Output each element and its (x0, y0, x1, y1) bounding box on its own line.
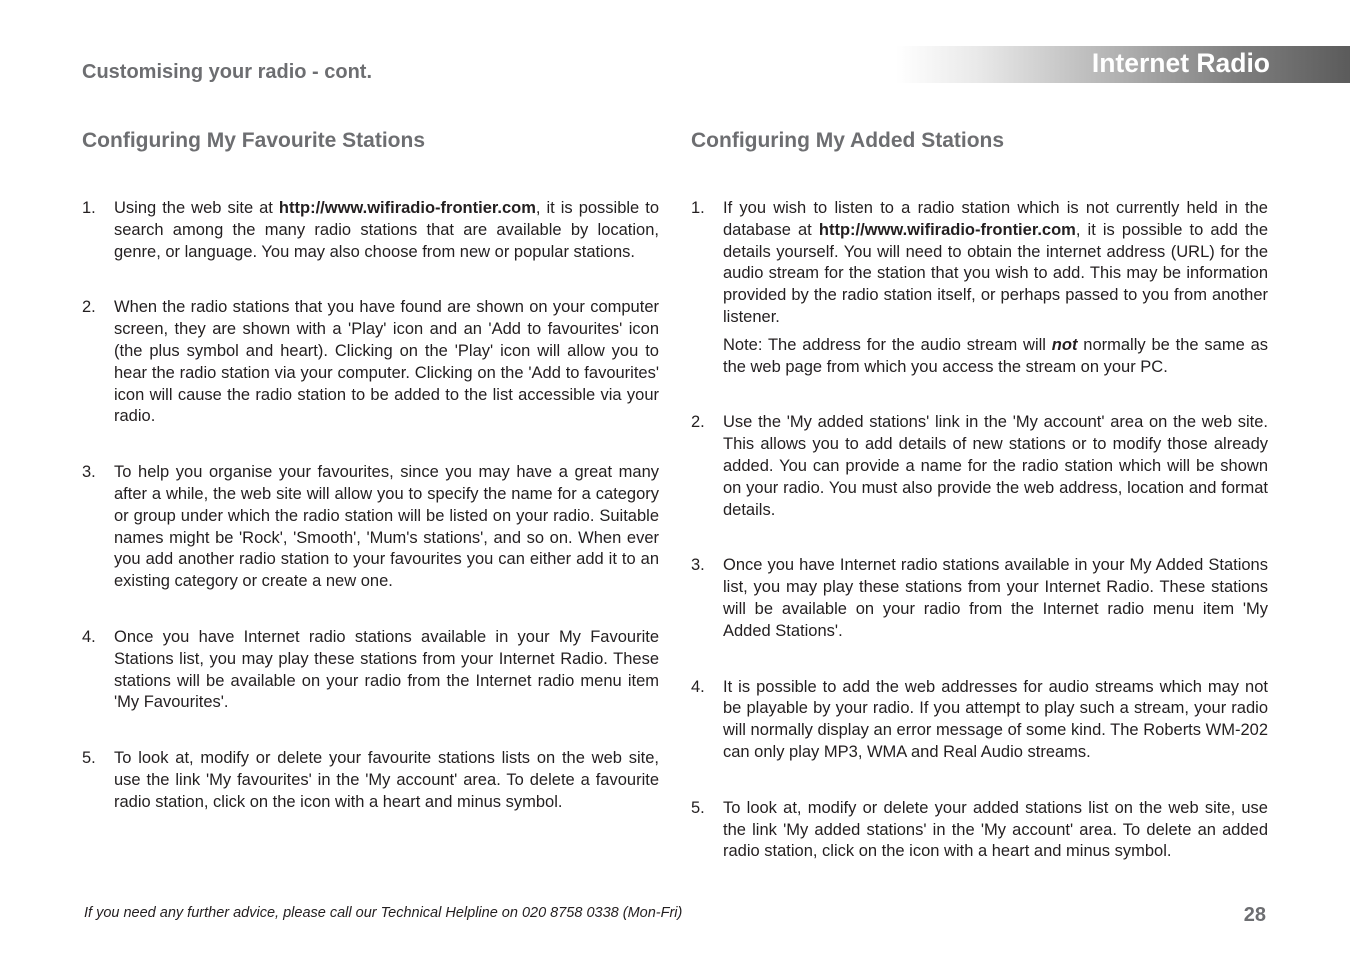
note-text-after: normally be the same as the web page from which you access the stream on your PC. (723, 335, 1268, 376)
item-text-before: If you wish to listen to a radio station which is not currently held in the database at (723, 199, 1268, 239)
header-banner (896, 46, 1350, 83)
item-text (114, 748, 659, 813)
item-paragraph: Once you have Internet radio stations available in your My Added Stations list, you may play these stations from your Internet Radio. These stations will be available on your radio from the Internet radio menu item 'My Added Stations'. (723, 556, 1268, 640)
item-number: 4. (691, 677, 705, 696)
item-text (723, 555, 1268, 642)
item-text (723, 798, 1268, 863)
item-note (723, 335, 1268, 379)
helpline-note: If you need any further advice, please call our Technical Helpline on 020 8758 0338 (Mon-Fri) (84, 905, 683, 921)
list-item (691, 677, 1268, 764)
item-number: 5. (82, 749, 96, 768)
banner-title: Internet Radio (1091, 48, 1270, 78)
website-url: http://www.wifiradio-frontier.com (278, 199, 536, 217)
item-text-before: Using the web site at (114, 199, 279, 217)
item-paragraph: To look at, modify or delete your favourite stations lists on the web site, use the link 'My favourites' in the 'My account' area. To delete a favourite radio station, click on the icon with a heart and minus symbol. (114, 749, 659, 811)
item-number: 1. (691, 199, 705, 217)
item-number: 2. (691, 413, 705, 432)
note-text-before: Note: The address for the audio stream will (723, 335, 1052, 354)
item-number: 5. (691, 798, 705, 817)
list-item (82, 627, 659, 714)
item-paragraph: Once you have Internet radio stations available in your My Favourite Stations list, you may play these stations from your Internet Radio. These stations will be available on your radio from the Internet radio menu item 'My Favourites'. (114, 627, 659, 712)
item-number: 4. (82, 627, 96, 646)
left-heading: Configuring My Favourite Stations (82, 129, 426, 152)
item-text (114, 462, 659, 593)
list-item (82, 748, 659, 813)
website-url: http://www.wifiradio-frontier.com (818, 220, 1076, 239)
item-number: 2. (82, 298, 96, 317)
list-item (82, 297, 659, 428)
item-paragraph: When the radio stations that you have found are shown on your computer screen, they are shown with a 'Play' icon and an 'Add to favourites' icon (the plus symbol and heart). Clicking on the 'Play' icon will allow you to hear the radio station via your computer. Clicking on the 'Add to favourites' icon will cause the radio station to be added to the list accessible via your radio. (114, 298, 659, 426)
item-text (114, 198, 659, 263)
section-title: Customising your radio - cont. (82, 61, 373, 83)
item-paragraph: To look at, modify or delete your added stations list on the web site, use the link 'My added stations' in the 'My account' area. To delete an added radio station, click on the icon with a heart and minus symbol. (723, 798, 1268, 861)
left-column (82, 128, 659, 848)
item-number: 1. (82, 199, 96, 217)
list-item (691, 798, 1268, 863)
list-item (82, 198, 659, 263)
item-paragraph: It is possible to add the web addresses for audio streams which may not be playable by your radio. If you attempt to play such a stream, your radio will normally display an error message of some kind. The Roberts WM-202 can only play MP3, WMA and Real Audio streams. (723, 677, 1268, 761)
right-column (691, 128, 1268, 897)
right-heading: Configuring My Added Stations (691, 129, 1005, 152)
list-item (82, 462, 659, 593)
item-text-after: , it is possible to search among the many radio stations that are available by location, genre, or language. You may also choose from new or popular stations. (114, 199, 660, 261)
item-text-after: , it is possible to add the details yourself. You will need to obtain the internet address (URL) for the audio stream for the station that you wish to add. This may be information provided by the radio station itself, or perhaps passed to you from another listener. (723, 220, 1268, 326)
item-paragraph: Use the 'My added stations' link in the 'My account' area on the web site. This allows you to add details of new stations or to modify those already added. You can provide a name for the radio station which will be shown on your radio. You must also provide the web address, location and format details. (723, 413, 1268, 519)
note-emphasis: not (1051, 335, 1078, 354)
page-number: 28 (1243, 904, 1266, 926)
item-number: 3. (82, 463, 96, 482)
list-item (691, 198, 1268, 378)
item-number: 3. (691, 556, 705, 575)
item-text (723, 412, 1268, 521)
list-item (691, 412, 1268, 521)
item-text (723, 198, 1268, 378)
item-text (723, 677, 1268, 764)
item-text (114, 627, 659, 714)
item-paragraph: To help you organise your favourites, since you may have a great many after a while, the web site will allow you to specify the name for a category or group under which the radio station will be listed on your radio. Suitable names might be 'Rock', 'Smooth', 'Mum's stations', and so on. When ever you add another radio station to your favourites you can either add it to an existing category or create a new one. (114, 463, 659, 591)
item-text (114, 297, 659, 428)
list-item (691, 555, 1268, 642)
